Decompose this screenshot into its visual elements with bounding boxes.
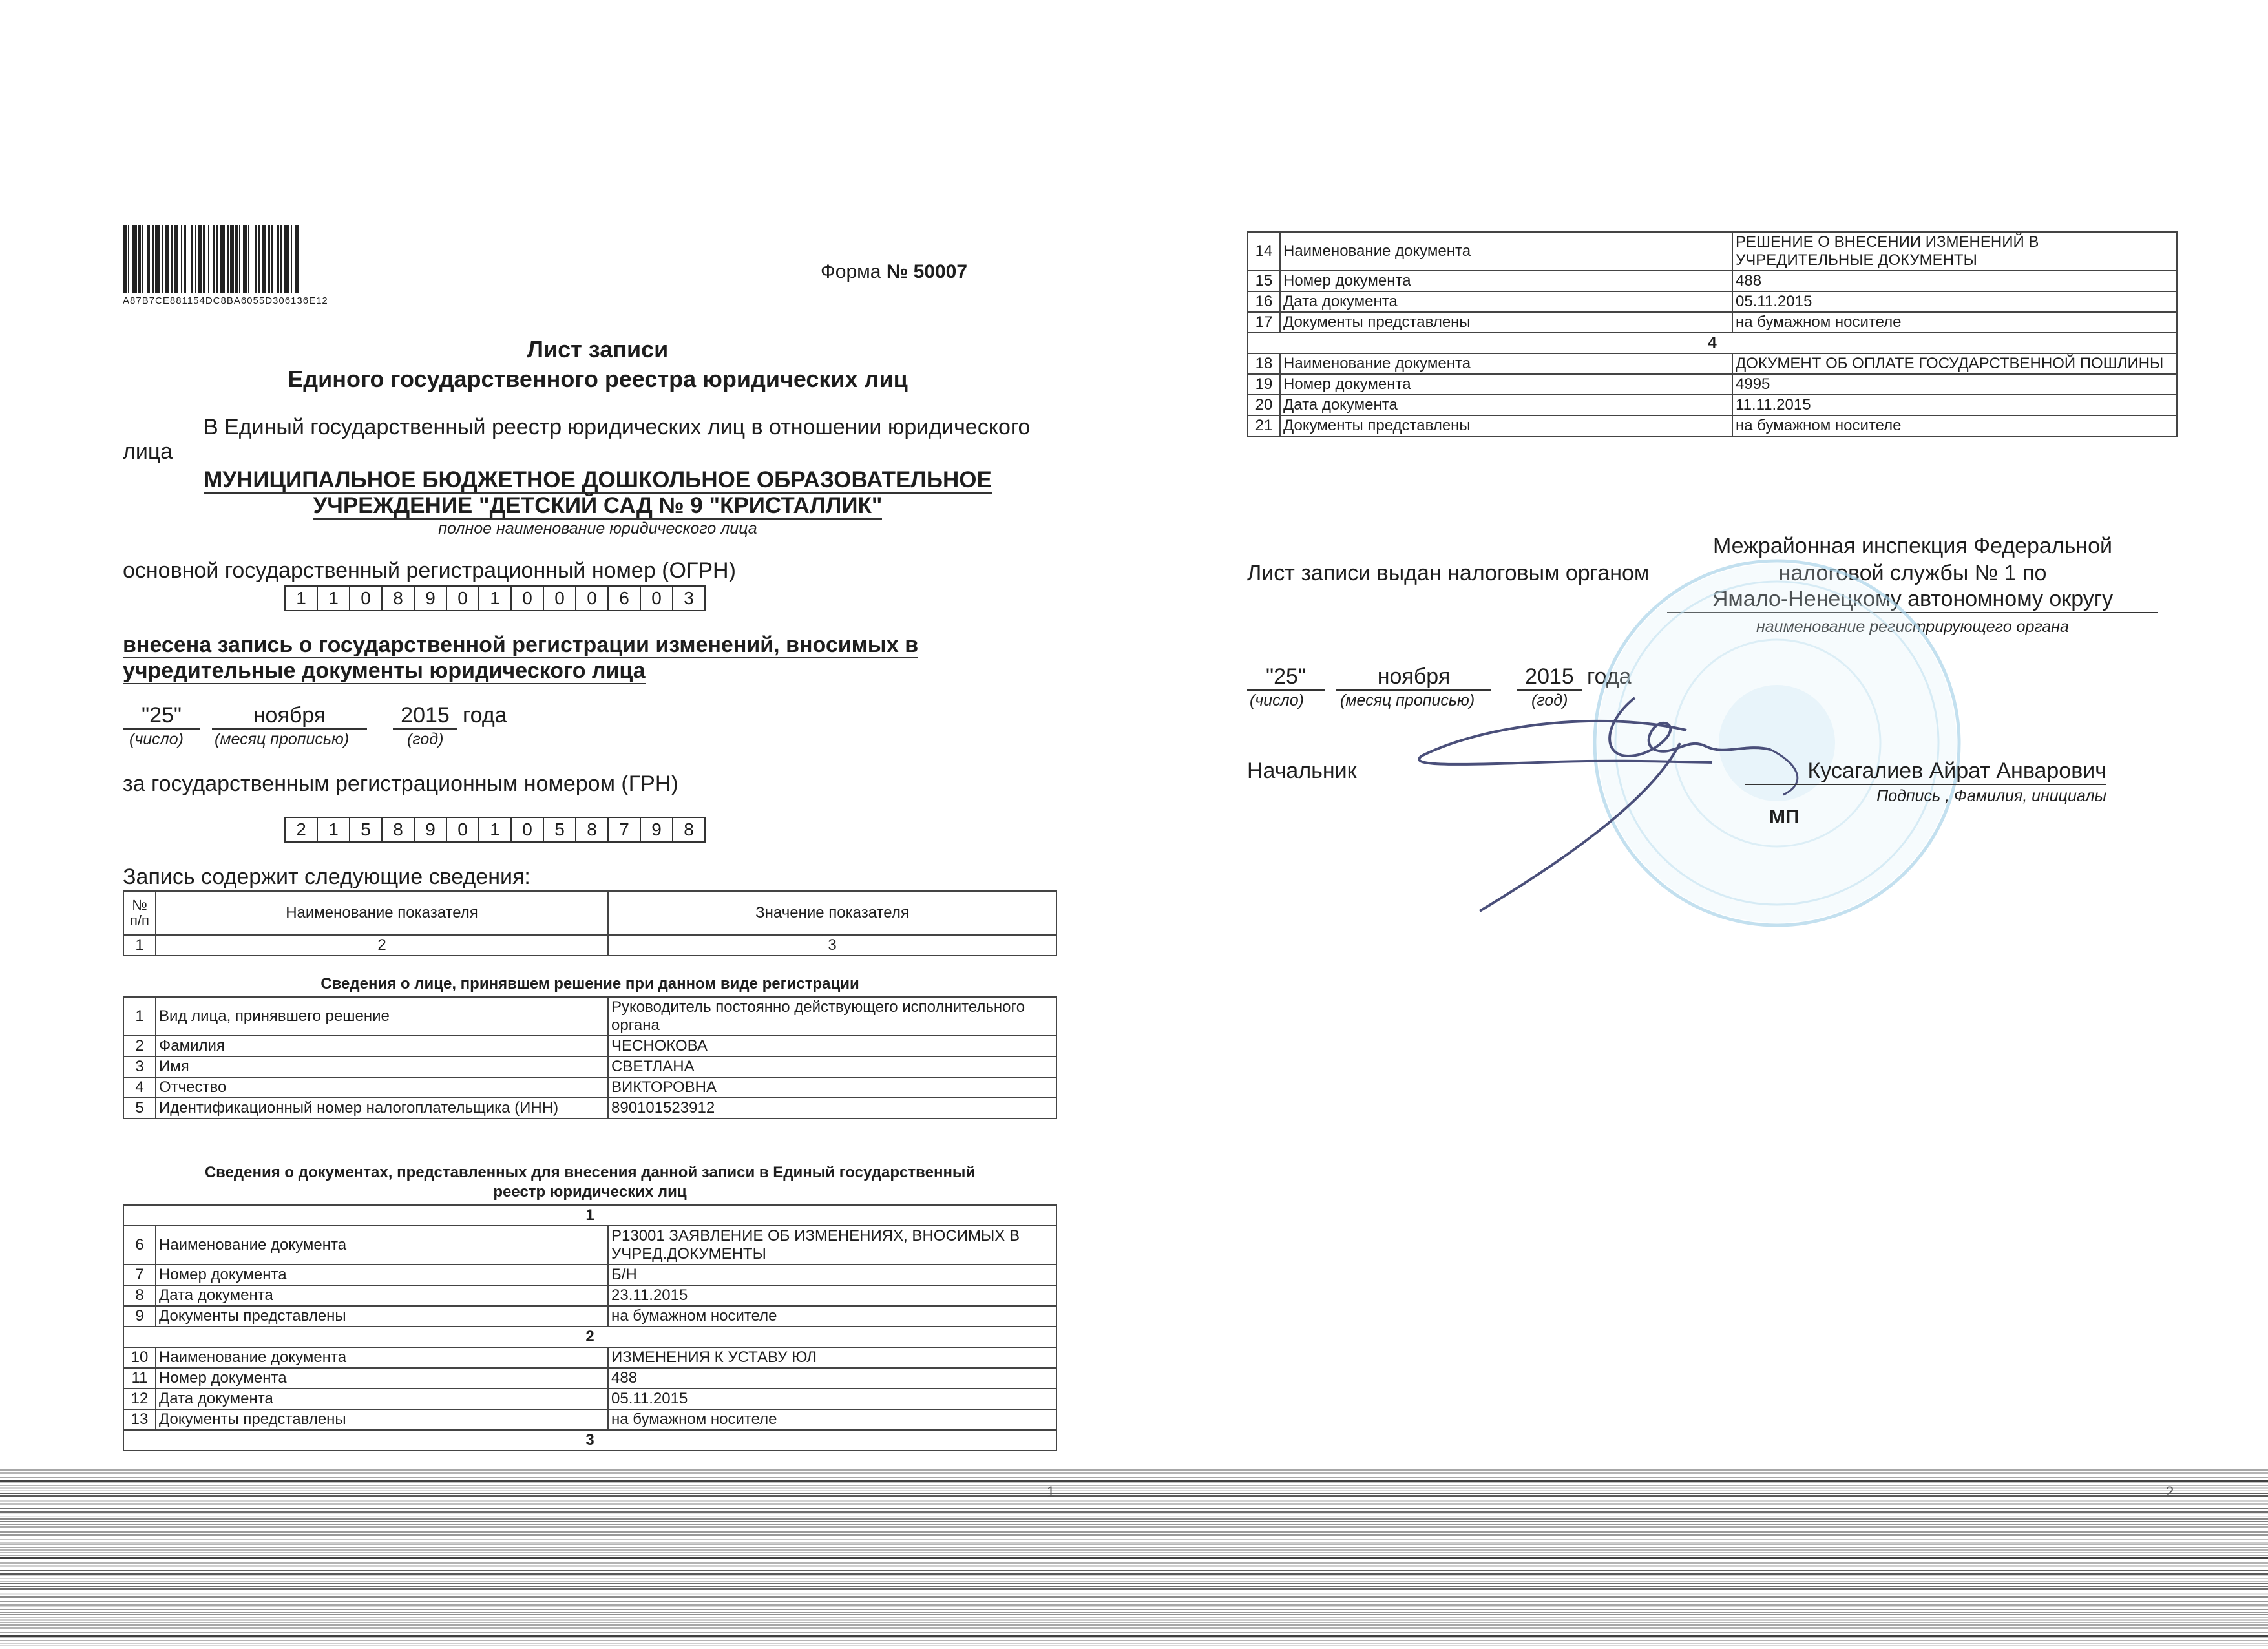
ogrn-digit: 0 xyxy=(543,585,575,611)
row-indicator-value: ВИКТОРОВНА xyxy=(608,1077,1056,1098)
issuer-line2: налоговой службы № 1 по xyxy=(1778,561,2047,585)
row-indicator-name: Дата документа xyxy=(156,1285,608,1306)
row-indicator-value: на бумажном носителе xyxy=(1732,415,2177,436)
date-left-cap-year: (год) xyxy=(407,730,444,748)
header-n3: 3 xyxy=(608,935,1056,956)
form-number-value: № 50007 xyxy=(886,261,968,282)
table-row xyxy=(1248,291,2177,312)
row-indicator-name: Документы представлены xyxy=(156,1306,608,1327)
ogrn-digit: 6 xyxy=(607,585,640,611)
row-indicator-name: Наименование документа xyxy=(1280,232,1732,271)
intro-line1: В Единый государственный реестр юридических лиц в отношении юридического xyxy=(204,415,1031,439)
entry-line2-text: учредительные документы юридического лица xyxy=(123,658,646,683)
row-indicator-value: на бумажном носителе xyxy=(608,1306,1056,1327)
row-number: 2 xyxy=(123,1036,156,1056)
row-number: 6 xyxy=(123,1226,156,1265)
row-indicator-name: Вид лица, принявшего решение xyxy=(156,997,608,1036)
grn-digit: 1 xyxy=(317,817,349,843)
group-label: 3 xyxy=(123,1430,1056,1451)
signatory-name: Кусагалиев Айрат Анварович xyxy=(1745,759,2106,785)
group-row xyxy=(123,1205,1056,1226)
table-row xyxy=(123,1368,1056,1389)
header-n2: 2 xyxy=(156,935,608,956)
table-row xyxy=(123,1265,1056,1285)
issuer-label: Лист записи выдан налоговым органом xyxy=(1247,561,1650,585)
group-row xyxy=(123,1327,1056,1347)
doc-title-line2: Единого государственного реестра юридических лиц xyxy=(288,366,908,392)
group-label: 1 xyxy=(123,1205,1056,1226)
row-indicator-name: Номер документа xyxy=(1280,271,1732,291)
stamp-place-mark: МП xyxy=(1769,806,1800,828)
issuer-line3: Ямало-Ненецкому автономному округу xyxy=(1667,587,2158,613)
grn-digit: 0 xyxy=(446,817,478,843)
grn-label: за государственным регистрационным номером (ГРН) xyxy=(123,772,678,796)
row-indicator-value: 05.11.2015 xyxy=(1732,291,2177,312)
row-indicator-value: 488 xyxy=(1732,271,2177,291)
ogrn-digit: 0 xyxy=(349,585,381,611)
row-number: 20 xyxy=(1248,395,1280,415)
date-left-day: "25" xyxy=(123,703,200,730)
section2-table xyxy=(123,1204,1057,1451)
table-row xyxy=(1248,395,2177,415)
ogrn-digit: 0 xyxy=(510,585,543,611)
row-indicator-name: Номер документа xyxy=(156,1368,608,1389)
table-row xyxy=(123,1306,1056,1327)
date-left-month: ноября xyxy=(212,703,367,730)
row-indicator-value: Б/Н xyxy=(608,1265,1056,1285)
form-number xyxy=(821,261,967,283)
row-indicator-value: 23.11.2015 xyxy=(608,1285,1056,1306)
row-indicator-value: 11.11.2015 xyxy=(1732,395,2177,415)
table-row xyxy=(1248,415,2177,436)
row-number: 11 xyxy=(123,1368,156,1389)
row-indicator-name: Дата документа xyxy=(1280,395,1732,415)
row-indicator-name: Документы представлены xyxy=(1280,415,1732,436)
org-name-line2 xyxy=(123,492,1073,519)
date-right-cap-month: (месяц прописью) xyxy=(1340,691,1475,709)
row-indicator-value: ДОКУМЕНТ ОБ ОПЛАТЕ ГОСУДАРСТВЕННОЙ ПОШЛИНЫ xyxy=(1732,353,2177,374)
group-row xyxy=(123,1430,1056,1451)
date-right-year: 2015 xyxy=(1517,664,1582,691)
org-name-line1 xyxy=(123,467,1073,493)
date-left-year: 2015 xyxy=(393,703,457,730)
group-label: 2 xyxy=(123,1327,1056,1347)
org-name-caption: полное наименование юридического лица xyxy=(438,520,757,538)
row-indicator-name: Дата документа xyxy=(156,1389,608,1409)
section2-title1: Сведения о документах, представленных для внесения данной записи в Единый государственный xyxy=(204,1164,976,1181)
ogrn-digit: 9 xyxy=(414,585,446,611)
org-name-line2-text: УЧРЕЖДЕНИЕ "ДЕТСКИЙ САД № 9 "КРИСТАЛЛИК" xyxy=(313,493,883,518)
org-name-line1-text: МУНИЦИПАЛЬНОЕ БЮДЖЕТНОЕ ДОШКОЛЬНОЕ ОБРАЗОВАТЕЛЬНОЕ xyxy=(204,467,992,492)
row-indicator-value: Р13001 ЗАЯВЛЕНИЕ ОБ ИЗМЕНЕНИЯХ, ВНОСИМЫХ В УЧРЕД.ДОКУМЕНТЫ xyxy=(608,1226,1056,1265)
ogrn-digit: 1 xyxy=(284,585,317,611)
ogrn-digit: 8 xyxy=(381,585,414,611)
section2-title2: реестр юридических лиц xyxy=(493,1183,687,1201)
row-number: 8 xyxy=(123,1285,156,1306)
row-indicator-name: Номер документа xyxy=(156,1265,608,1285)
row-indicator-value: 890101523912 xyxy=(608,1098,1056,1119)
header-num: № п/п xyxy=(123,891,156,935)
signatory-position: Начальник xyxy=(1247,759,1357,783)
row-indicator-value: СВЕТЛАНА xyxy=(608,1056,1056,1077)
ogrn-digit: 1 xyxy=(478,585,510,611)
row-number: 4 xyxy=(123,1077,156,1098)
doc-title-line1: Лист записи xyxy=(527,336,669,362)
ogrn-label: основной государственный регистрационный номер (ОГРН) xyxy=(123,558,736,583)
row-indicator-value: Руководитель постоянно действующего исполнительного органа xyxy=(608,997,1056,1036)
row-number: 12 xyxy=(123,1389,156,1409)
table-row xyxy=(1248,271,2177,291)
table-row xyxy=(123,1036,1056,1056)
grn-digit: 9 xyxy=(640,817,672,843)
grn-digit: 8 xyxy=(672,817,706,843)
row-number: 10 xyxy=(123,1347,156,1368)
group-row xyxy=(1248,333,2177,353)
page-number-right: 2 xyxy=(2166,1484,2174,1500)
grn-digit: 2 xyxy=(284,817,317,843)
grn-digit: 5 xyxy=(543,817,575,843)
entry-line1-text: внесена запись о государственной регистрации изменений, вносимых в xyxy=(123,633,919,657)
scan-artifact-streaks xyxy=(0,1467,2268,1649)
signatory-caption: Подпись , Фамилия, инициалы xyxy=(1876,787,2106,805)
row-indicator-name: Имя xyxy=(156,1056,608,1077)
entry-line2 xyxy=(123,658,646,684)
table-row xyxy=(123,1409,1056,1430)
row-indicator-name: Документы представлены xyxy=(156,1409,608,1430)
grn-digit: 5 xyxy=(349,817,381,843)
date-right-month: ноября xyxy=(1336,664,1491,691)
row-indicator-name: Номер документа xyxy=(1280,374,1732,395)
date-left-cap-day: (число) xyxy=(129,730,184,748)
table-row xyxy=(123,1389,1056,1409)
ogrn-digit: 0 xyxy=(575,585,607,611)
date-right-cap-year: (год) xyxy=(1531,691,1568,709)
table-row xyxy=(123,1098,1056,1119)
row-number: 13 xyxy=(123,1409,156,1430)
row-number: 14 xyxy=(1248,232,1280,271)
header-value: Значение показателя xyxy=(608,891,1056,935)
header-table xyxy=(123,890,1057,956)
table-row xyxy=(1248,232,2177,271)
form-number-prefix: Форма xyxy=(821,261,881,282)
row-indicator-value: ЧЕСНОКОВА xyxy=(608,1036,1056,1056)
grn-digit: 7 xyxy=(607,817,640,843)
row-number: 9 xyxy=(123,1306,156,1327)
row-indicator-value: РЕШЕНИЕ О ВНЕСЕНИИ ИЗМЕНЕНИЙ В УЧРЕДИТЕЛЬНЫЕ ДОКУМЕНТЫ xyxy=(1732,232,2177,271)
row-number: 3 xyxy=(123,1056,156,1077)
table-row xyxy=(123,997,1056,1036)
grn-boxes xyxy=(284,817,706,843)
row-indicator-value: ИЗМЕНЕНИЯ К УСТАВУ ЮЛ xyxy=(608,1347,1056,1368)
entry-line1 xyxy=(123,632,918,658)
group-label: 4 xyxy=(1248,333,2177,353)
grn-digit: 0 xyxy=(510,817,543,843)
barcode xyxy=(123,225,368,304)
table-row xyxy=(123,1285,1056,1306)
row-number: 18 xyxy=(1248,353,1280,374)
barcode-code: A87B7CE881154DC8BA6055D306136E12 xyxy=(123,295,328,306)
row-indicator-value: на бумажном носителе xyxy=(1732,312,2177,333)
section1-title: Сведения о лице, принявшем решение при данном виде регистрации xyxy=(320,975,859,993)
record-intro: Запись содержит следующие сведения: xyxy=(123,865,530,889)
grn-digit: 9 xyxy=(414,817,446,843)
ogrn-digit: 3 xyxy=(672,585,706,611)
table-row xyxy=(123,1077,1056,1098)
header-name: Наименование показателя xyxy=(156,891,608,935)
date-right-day: "25" xyxy=(1247,664,1325,691)
table-row xyxy=(123,1056,1056,1077)
section1-table xyxy=(123,996,1057,1119)
table-row xyxy=(123,1347,1056,1368)
row-number: 21 xyxy=(1248,415,1280,436)
ogrn-boxes xyxy=(284,585,706,611)
row-number: 16 xyxy=(1248,291,1280,312)
date-left-suffix: года xyxy=(463,703,507,728)
date-right-suffix: года xyxy=(1587,664,1632,689)
row-number: 5 xyxy=(123,1098,156,1119)
right-table xyxy=(1247,231,2178,437)
row-indicator-value: 488 xyxy=(608,1368,1056,1389)
grn-digit: 8 xyxy=(575,817,607,843)
date-right-cap-day: (число) xyxy=(1250,691,1304,709)
row-indicator-value: 05.11.2015 xyxy=(608,1389,1056,1409)
row-indicator-name: Наименование документа xyxy=(1280,353,1732,374)
ogrn-digit: 1 xyxy=(317,585,349,611)
row-indicator-value: на бумажном носителе xyxy=(608,1409,1056,1430)
row-number: 19 xyxy=(1248,374,1280,395)
table-row xyxy=(1248,312,2177,333)
table-row xyxy=(1248,374,2177,395)
row-number: 1 xyxy=(123,997,156,1036)
row-indicator-value: 4995 xyxy=(1732,374,2177,395)
row-indicator-name: Отчество xyxy=(156,1077,608,1098)
row-number: 15 xyxy=(1248,271,1280,291)
issuer-line1: Межрайонная инспекция Федеральной xyxy=(1712,534,2113,558)
barcode-bars xyxy=(123,225,368,293)
table-row xyxy=(1248,353,2177,374)
row-indicator-name: Наименование документа xyxy=(156,1347,608,1368)
grn-digit: 8 xyxy=(381,817,414,843)
ogrn-digit: 0 xyxy=(446,585,478,611)
ogrn-digit: 0 xyxy=(640,585,672,611)
intro-line2: лица xyxy=(123,439,173,464)
row-indicator-name: Фамилия xyxy=(156,1036,608,1056)
row-indicator-name: Документы представлены xyxy=(1280,312,1732,333)
header-n1: 1 xyxy=(123,935,156,956)
row-indicator-name: Идентификационный номер налогоплательщика (ИНН) xyxy=(156,1098,608,1119)
grn-digit: 1 xyxy=(478,817,510,843)
issuer-caption: наименование регистрирующего органа xyxy=(1756,618,2069,636)
row-indicator-name: Дата документа xyxy=(1280,291,1732,312)
date-left-cap-month: (месяц прописью) xyxy=(215,730,350,748)
row-indicator-name: Наименование документа xyxy=(156,1226,608,1265)
page-number-left: 1 xyxy=(1047,1484,1055,1500)
row-number: 17 xyxy=(1248,312,1280,333)
table-row xyxy=(123,1226,1056,1265)
row-number: 7 xyxy=(123,1265,156,1285)
